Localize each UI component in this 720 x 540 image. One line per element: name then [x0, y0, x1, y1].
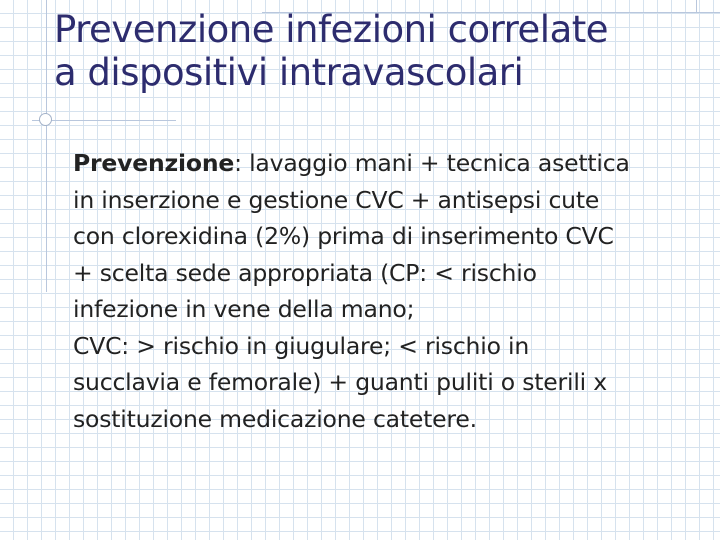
slide-title-line-1: Prevenzione infezioni correlate — [54, 8, 609, 51]
body-line-3: con clorexidina (2%) prima di inserimento CVC — [73, 222, 614, 250]
body-line-5: infezione in vene della mano; — [73, 295, 415, 323]
body-line-1 — [73, 145, 713, 182]
title-underline-rule — [32, 120, 176, 121]
slide-title — [54, 8, 694, 94]
body-lead-term: Prevenzione — [73, 149, 235, 177]
body-line-4: + scelta sede appropriata (CP: < rischio — [73, 258, 537, 287]
slide-title-line-2: a dispositivi intravascolari — [54, 51, 524, 94]
body-line-2: in inserzione e gestione CVC + antisepsi cute — [73, 185, 600, 214]
top-decorative-tick — [696, 0, 697, 12]
slide-body-text — [73, 145, 713, 437]
left-vertical-rule — [46, 0, 47, 292]
rule-circle-ornament — [39, 113, 52, 126]
body-line-8: sostituzione medicazione catetere. — [73, 404, 477, 433]
body-line-7: succlavia e femorale) + guanti puliti o sterili x — [73, 368, 607, 396]
body-line-1-rest: : lavaggio mani + tecnica asettica — [234, 149, 630, 177]
body-line-6: CVC: > rischio in giugulare; < rischio in — [73, 331, 530, 360]
